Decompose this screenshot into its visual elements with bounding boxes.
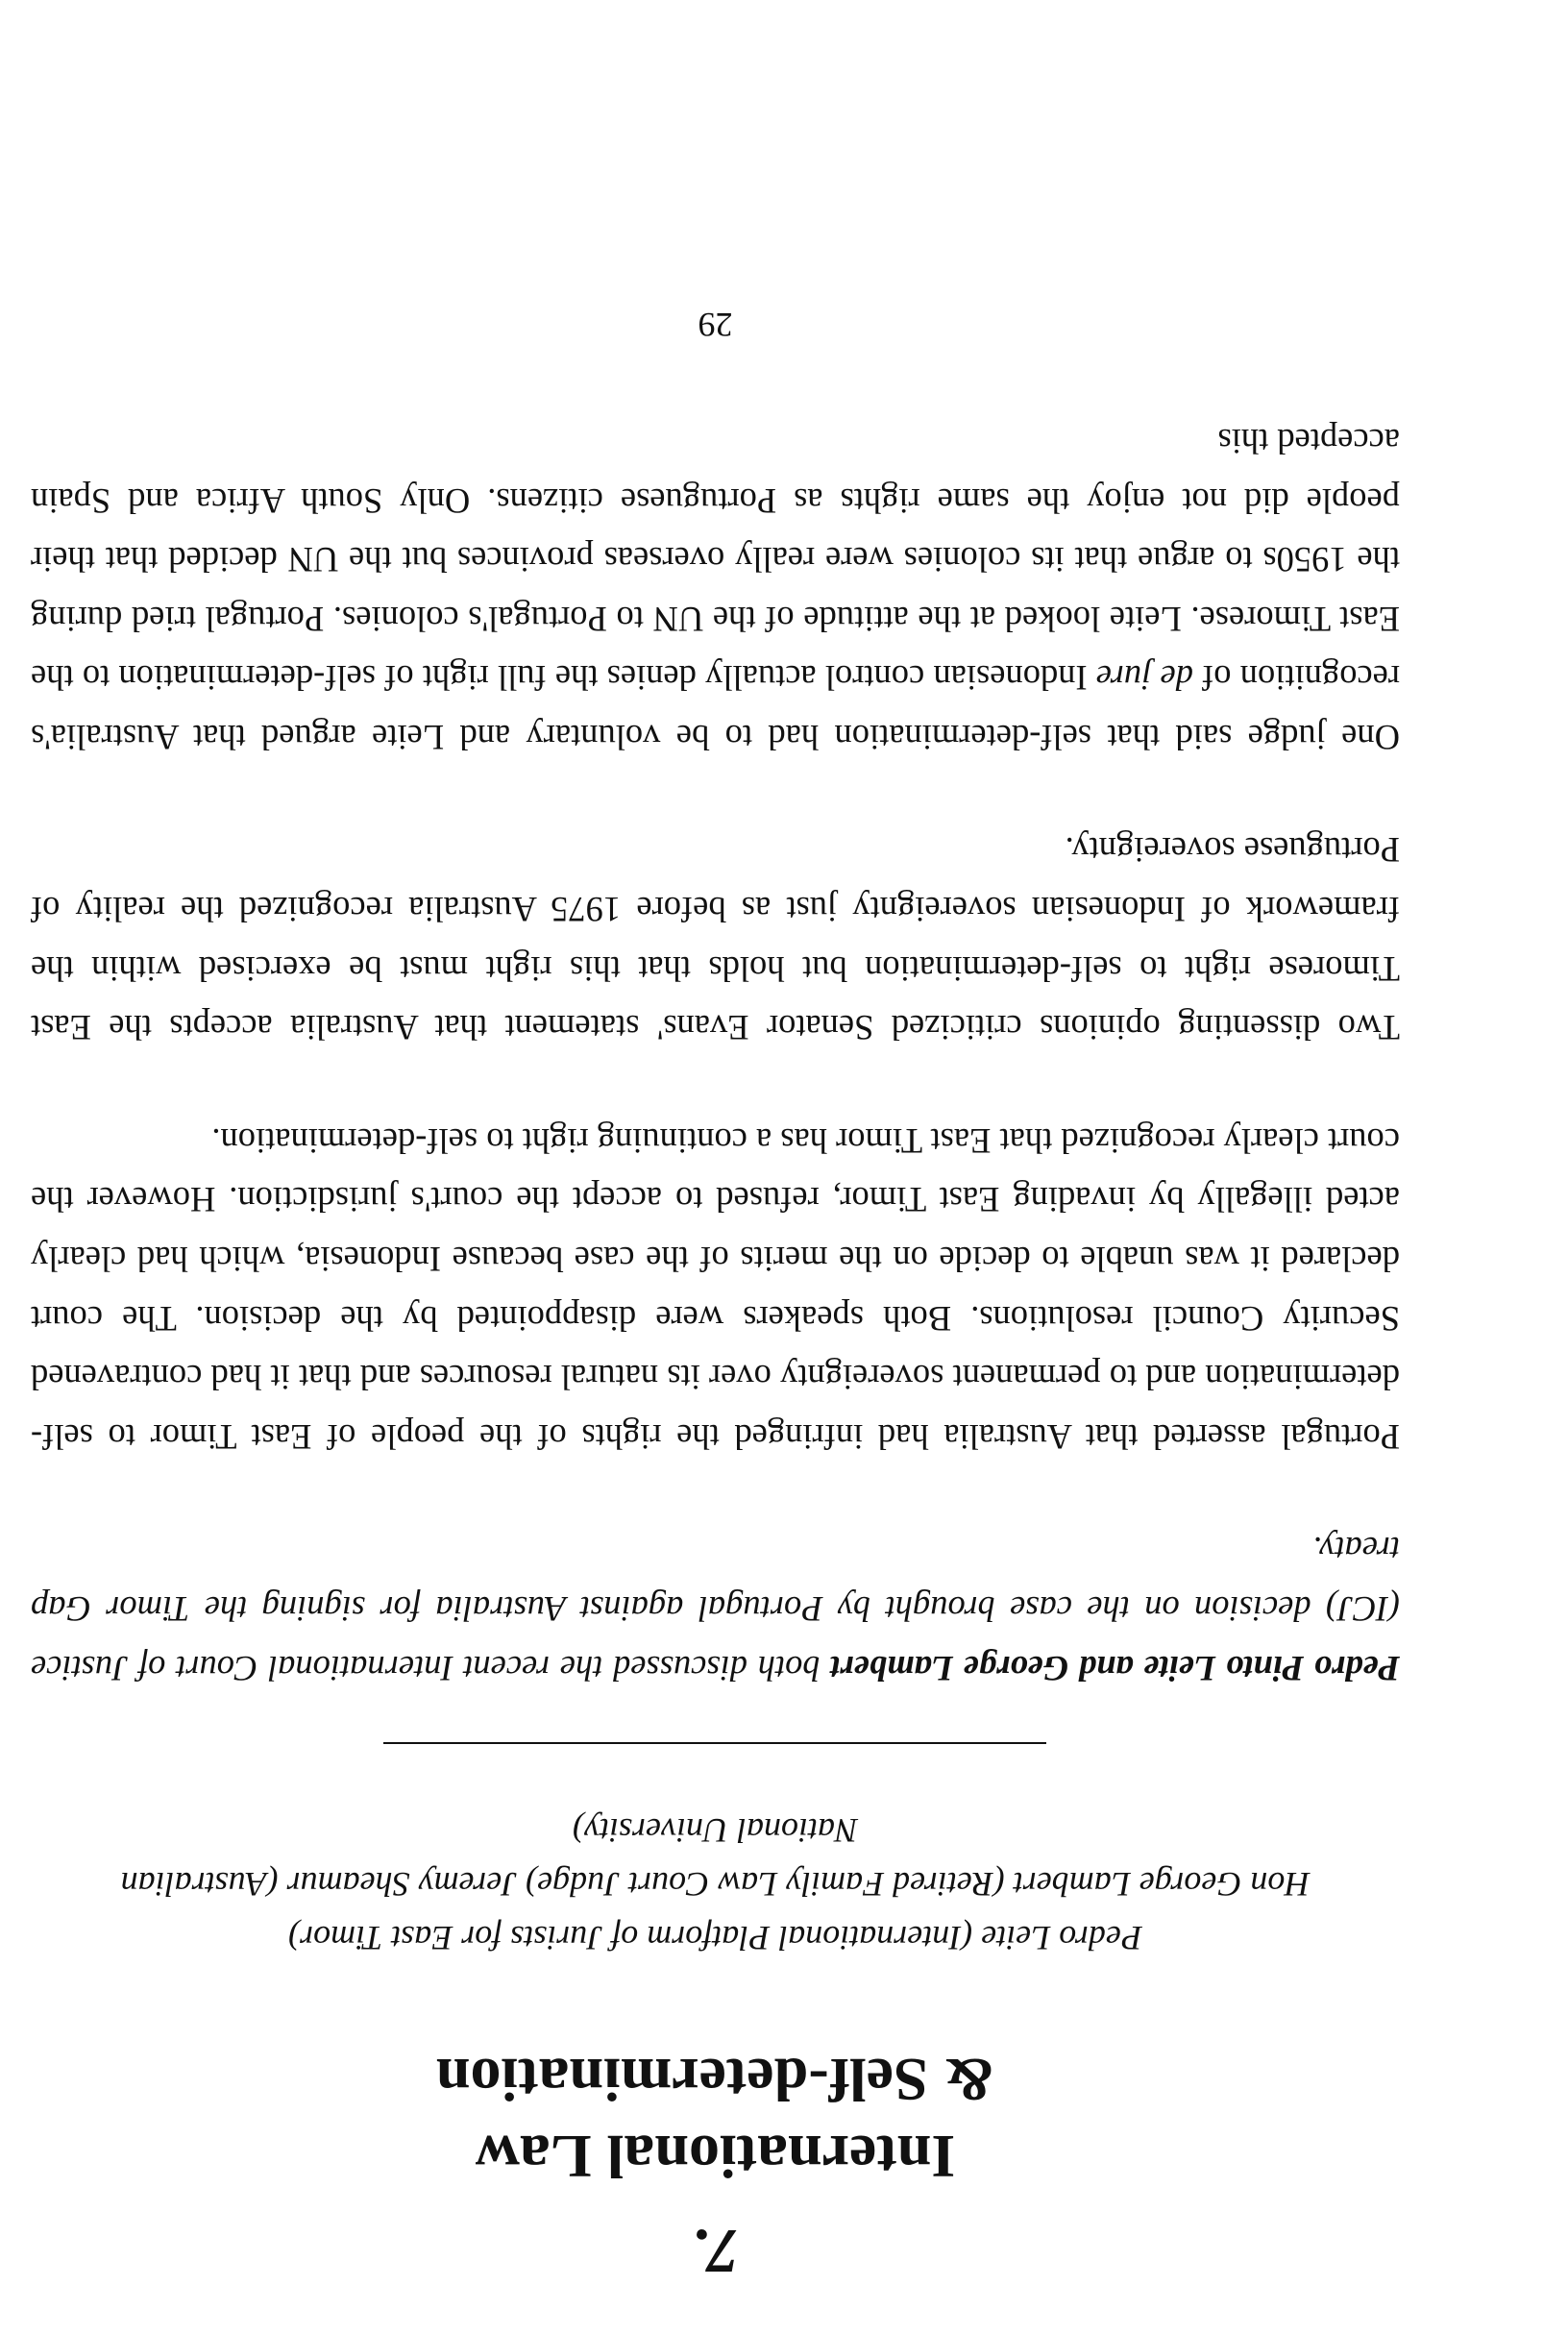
body-paragraph-3-end: Indonesian control actually denies the full right of self-determination to the East Timorese. Leite looked at the attitude of the UN to Portugal's colonies. Portugal tried during the 1950s to argue that its colonies were really overseas provinces but the UN decided that their people did not enjoy the same rights as Portuguese citizens. Only South Africa and Spain accepted this	[31, 421, 1400, 699]
body-paragraph-3-italic: de jure	[1095, 658, 1193, 699]
author-credit-line-2: Hon George Lambert (Retired Family Law Court Judge) Jeremy Sheamur (Australian National University)	[120, 1811, 1311, 1905]
section-divider	[384, 1742, 1047, 1744]
summary-text: both discussed the recent International Court of Justice (ICJ) decision on the case brought by Portugal against Australia for signing the Timor Gap treaty.	[31, 1530, 1400, 1688]
body-paragraph-3-start: One judge said that self-determination had to be voluntary and Leite argued that Australia's recognition of	[31, 658, 1400, 757]
body-paragraph-3	[31, 411, 1400, 767]
page-content	[31, 306, 1400, 2286]
chapter-number: 7.	[691, 2216, 740, 2286]
page-number: 29	[698, 306, 733, 345]
chapter-title-line-2: & Self-determination	[435, 2046, 995, 2114]
body-paragraph-2: Two dissenting opinions criticized Senator Evans' statement that Australia accepts the East Timorese right to self-determination but holds that this right must be exercised within the framework of Indonesian sovereignty just as before 1975 Australia recognized the reality of Portuguese sovereignty.	[31, 830, 1400, 1048]
summary-speakers: Pedro Pinto Leite and George Lambert	[830, 1648, 1400, 1688]
body-paragraph-1: Portugal asserted that Australia had infringed the rights of the people of East Timor to self-determination and to permanent sovereignty over its natural resources and that it had contravened Security Council resolutions. Both speakers were disappointed by the decision. The court declared it was unable to decide on the merits of the case because Indonesia, which had clearly acted illegally by invading East Timor, refused to accept the court's jurisdiction. However the court clearly recognized that East Timor has a continuing right to self-determination.	[31, 1120, 1400, 1457]
author-credit-line-1: Pedro Leite (International Platform of Jurists for East Timor)	[288, 1919, 1142, 1957]
summary-paragraph	[31, 1520, 1400, 1698]
chapter-title-line-1: International Law	[475, 2123, 956, 2191]
author-credits	[31, 1804, 1400, 1964]
